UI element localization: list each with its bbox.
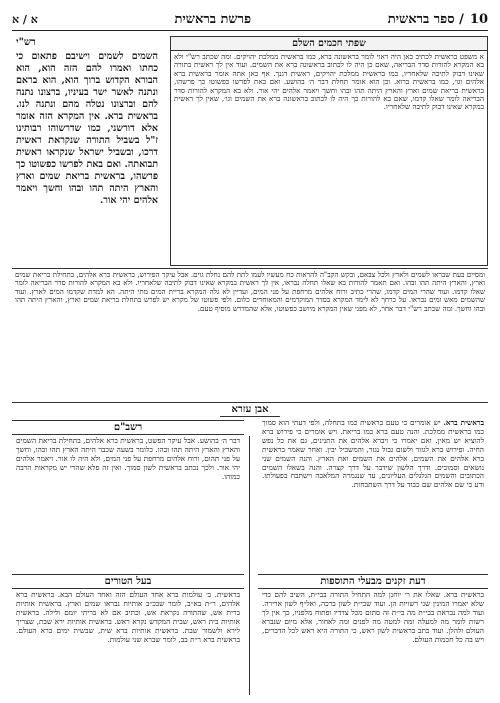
even-ezra-lead: בראשית ברא. [443,418,484,427]
verse-column [12,36,162,264]
even-ezra-text [258,418,488,491]
shiftei-text: א משפט בראשית לכתיב כאן היה ראוי לומר בראשונה ברא, כמו בראשית ממלכת יהויקים. ומה שכתב רש"י ולא בא המקרא להורות סדר הבריאה, שאם כן היה לו לכתוב בראשונה ברא את השמים. ועוד אין לך ראשית בתורה שאינו דבוק לתיבה שלאחריו, כמו בראשית ממלכת יהויקים, ראשית דגנך. אף כאן אתה אומר בראשית ברא אלהים וגו׳, כמו בראשית ברוא. וכן הוא אומר תחלת דבר ה׳ בהושע. ואם באת לפרשו כפשוטו כך פרשהו, בראשית בריאת שמים וארץ והארץ היתה תהו ובהו וחשך ויאמר אלהים יהי אור. ולא בא המקרא להורות סדר הבריאה לומר שאלו קדמו, שאם בא להורות כך היה לו לכתוב בראשונה ברא את השמים וגו׳, שאין לך ראשית במקרא שאינו דבוק לתיבה שלאחריו. [174,52,484,112]
parsha-title: פרשת בראשית [174,12,252,27]
rashbam-title: רשב"ם [12,420,244,435]
notes-band [12,268,488,399]
baal-haturim-text: בראשית. ב׳ עולמות ברא אחד העולם הזה ואחד העולם הבא. בראשית ברא אלהים, ר״ת בא״ב, לומר שבכ״ב אותיות נבראו שמים וארץ. בראשית אותיות ברית אש, שהתורה נקראת אש, וכתיב אם לא בריתי יומם ולילה. בראשית אותיות בית ראש, שבית המקדש נקרא ראש. בראשית אותיות ירא שבת, שצריך לירא ולשמור שבת. בראשית אותיות ברא שית, שבשית ימים ברא העולם. בראשית ברא ר״ת בב, לומר שברא שני עולמות. [16,590,240,644]
daat-zekenim-text: בראשית ברא. שאלו את ר׳ יוחנן למה התחיל התורה בבי״ת, השיב להם כדי שלא יאמרו המינין שני רשויות הן. ועוד שבי״ת לשון ברכה, ואל״ף לשון ארירה. ועוד למה נבראת בבי״ת מה בי״ת זה סתום מכל צדדיו ופתוח מלפניו, כך אין לך רשות לומר מה למעלה ומה למטה מה לפנים ומה לאחור, אלא מיום שנברא העולם ולהלן. ועוד כתב בראשית לשון ראש, כי התורה היא ראש לכל הדברים, ויש בה כל חכמות העולם. [262,590,484,644]
notes-text: ומסיים בעת שבראו לשמים ולארץ ולכל צבאם, ובקש הקב"ה להראות כח מעשיו לעמו לתת להם נחלת גוים. אבל עיקר הפירוש, בראשית ברא אלהים, בתחילת בריאת שמים וארץ, והארץ היתה תהו ובהו. ואם תאמר להורות בא שאלו תחלה נבראו, אין לך ראשית במקרא שאינו דבוק לתיבה שלאחריו. ולא בא המקרא להורות סדר הבריאה לומר שאלו קדמו. ועוד שהרי המים קדמו, שהרי כתיב ורוח אלהים מרחפת על פני המים, ועדיין לא גלה המקרא בריית המים מתי היתה. הא למדת שקדמו המים לארץ. ועוד שהשמים מאש ומים נבראו. על כרחך לא לימד המקרא בסדר המוקדמים והמאוחרים כלום. ולפי פשוטו של מקרא יש לפרש בתחלת בריאת שמים וארץ, והארץ היתה תהו ובהו וחשך. ומה שכתב רש"י דבר אחר, לא מפני שאין המקרא מיושב כפשוטו, אלא שהמדרש מוסיף טעם. [15,270,485,313]
rashbam-section [12,418,244,568]
baal-haturim-title: בעל הטורים [12,574,244,589]
even-ezra-title: אבן עזרא [220,403,280,417]
baal-haturim-section [12,572,244,695]
page-number: 10 [469,11,488,27]
daat-zekenim-title: דעת זקנים מבעלי התוספות [258,574,488,589]
book-title: / ספר בראשית [387,12,464,27]
header-right [388,11,488,27]
even-ezra-body: יש אומרים כי טעם בראשית כמו בתחלה, ולפי דעתי הוא סמוך כמו בראשית ממלכת. והנה טעם ברא כמו בריאת. ויש אומרים כי פירוש ברא להוציא יש מאין. ואם יאמרו כי ויברא אלהים את התנינים, גם את כל נפש החיה. ופירוש ברא לגזור ולשום גבול נגזר, והמשכיל יבין. ואחר שאמר בראשית ברא אלהים את השמים, אלהים את השמים ואת הארץ. והנה השמים שני נושאים וסמוכים. ודרך הלשון שידבר על דרך קצרה. והנה בשאלו השמים הכתובים והשמים הגלגלים העליונים, עד שנגמרה המלאכה וישתבח בפעולתו. ודע כי שם אלהים שם כבוד על דרך השתבחות. [262,418,484,490]
verse-marker: רש"י [16,37,36,48]
rashbam-text: דבר ה׳ בהושע. אבל עיקר הפשט, בראשית ברא אלהים, בתחילת בריאת השמים והארץ והארץ היתה תהו ובהו. כלומר בשעה שכבר היתה הארץ תהו ובהו, וחשך על פני תהום, ורוח אלהים מרחפת על פני המים, ולא היה לו אור. ויאמר אלהים יהי אור. ולכך נכתב בראשית לשון סמוך. ואין זה פלא שהרי יש מקראות הרבה כמוהו. [16,436,240,481]
page-header [12,8,488,31]
shiftei-title: שפתי חכמים השלם [171,37,487,51]
chapter-verse: א / א [12,12,38,26]
daat-zekenim-section [258,572,488,695]
shiftei-chachamim-box [170,36,488,266]
verse-text: השמים לשמים וישיבם פתאום כי כחתו ואמרו להם הזה הוא, הוא הבורא הקדוש ברוך הוא, הוא בראם ונתנה לאשר ישר בעיניו, ברצונו נתנה להם וברצונו נטלה מהם ונתנה לנו. בראשית ברא. אין המקרא הזה אומר אלא דורשני, כמו שדרשוהו רבותינו ז"ל בשביל התורה שנקראת ראשית דרכו, ובשביל ישראל שנקראו ראשית תבואתה. ואם באת לפרשו כפשוטו כך פרשהו, בראשית בריאת שמים וארץ והארץ היתה תהו ובהו וחשך ויאמר אלהים יהי אור. [16,51,158,206]
even-ezra-right [258,418,488,568]
column-divider [249,436,250,695]
